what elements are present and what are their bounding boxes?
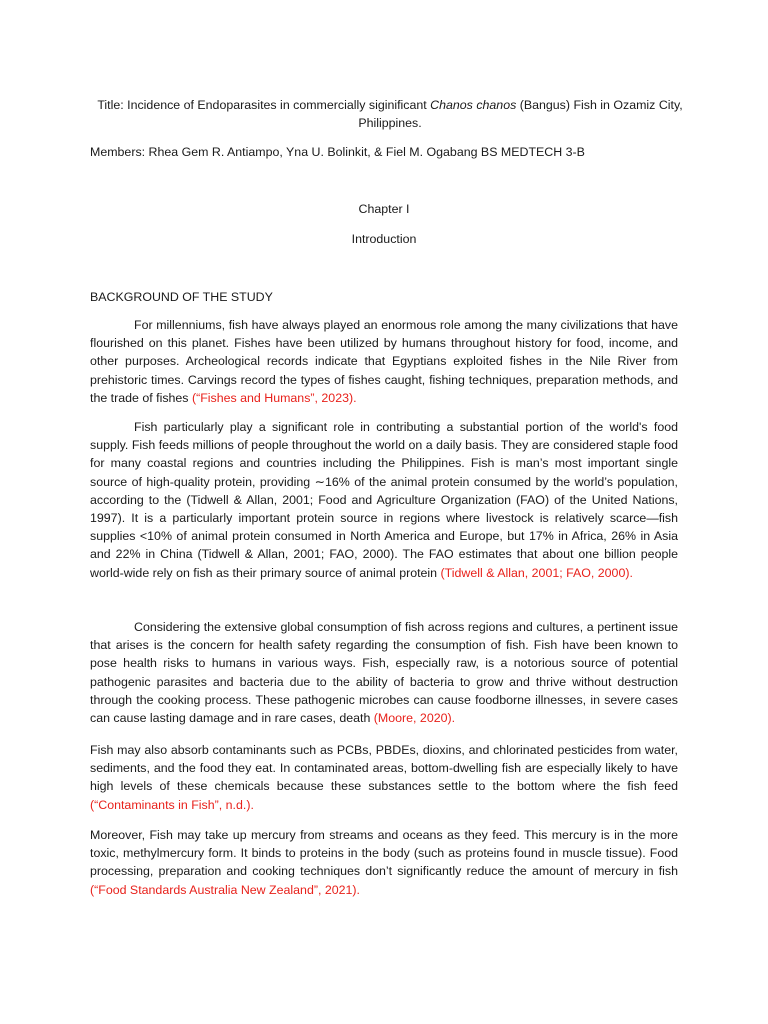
title-prefix: Title: Incidence of Endoparasites in commercially siginificant — [97, 98, 431, 112]
paragraph-4-citation: (“Contaminants in Fish”, n.d.). — [90, 797, 254, 812]
paragraph-4 — [90, 741, 678, 814]
paragraph-3-citation: (Moore, 2020). — [373, 711, 456, 726]
chapter-heading: Chapter I — [358, 202, 410, 216]
title-species: Chanos chanos — [430, 98, 517, 112]
paragraph-5 — [90, 826, 678, 899]
paragraph-2 — [90, 418, 678, 582]
document-title — [90, 96, 690, 132]
paragraph-2-citation: (Tidwell & Allan, 2001; FAO, 2000). — [440, 565, 633, 580]
paragraph-3 — [90, 618, 678, 727]
paragraph-2-text: Fish particularly play a significant role in contributing a substantial portion of the world's food supply. Fish feeds millions of people throughout the world on a daily basis. They are considered staple food for many coastal regions and countries including the Philippines. Fish is man’s most important single source of high-quality protein, providing ∼16% of the animal protein consumed by the world’s population, according to the (Tidwell & Allan, 2001; Food and Agriculture Organization (FAO) of the United Nations, 1997). It is a particularly important protein source in regions where livestock is relatively scarce—fish supplies <10% of animal protein consumed in North America and Europe, but 17% in Africa, 26% in Asia and 22% in China (Tidwell & Allan, 2001; FAO, 2000). The FAO estimates that about one billion people world-wide rely on fish as their primary source of animal protein — [90, 420, 678, 580]
paragraph-5-citation: (“Food Standards Australia New Zealand”, 2021). — [90, 882, 360, 897]
introduction-heading: Introduction — [351, 232, 417, 246]
paragraph-1-citation: (“Fishes and Humans”, 2023). — [191, 390, 357, 405]
section-heading: BACKGROUND OF THE STUDY — [90, 290, 273, 304]
paragraph-1-text: For millenniums, fish have always played an enormous role among the many civilizations that have flourished on this planet. Fishes have been utilized by humans throughout history for food, income, and other purposes. Archeological records indicate that Egyptians exploited fishes in the Nile River from prehistoric times. Carvings record the types of fishes caught, fishing techniques, preparation methods, and the trade of fishes — [90, 318, 678, 405]
paragraph-5-text: Moreover, Fish may take up mercury from streams and oceans as they feed. This mercury is in the more toxic, methylmercury form. It binds to proteins in the body (such as proteins found in muscle tissue). Food processing, preparation and cooking techniques don’t significantly reduce the amount of mercury in fish — [90, 828, 678, 879]
paragraph-1 — [90, 316, 678, 407]
paragraph-4-text: Fish may also absorb contaminants such as PCBs, PBDEs, dioxins, and chlorinated pesticides from water, sediments, and the food they eat. In contaminated areas, bottom-dwelling fish are especially likely to have high levels of these chemicals because these substances settle to the bottom where the fish feed — [90, 743, 678, 794]
title-suffix: (Bangus) Fish in Ozamiz City, Philippines. — [358, 98, 683, 130]
paragraph-3-text: Considering the extensive global consumption of fish across regions and cultures, a pertinent issue that arises is the concern for health safety regarding the consumption of fish. Fish have been known to pose health risks to humans in various ways. Fish, especially raw, is a notorious source of potential pathogenic parasites and bacteria due to the ability of bacteria to grow and thrive without destruction through the cooking process. These pathogenic microbes can cause foodborne illnesses, in severe cases can cause lasting damage and in rare cases, death — [90, 620, 678, 726]
members-line: Members: Rhea Gem R. Antiampo, Yna U. Bolinkit, & Fiel M. Ogabang BS MEDTECH 3-B — [90, 145, 585, 159]
